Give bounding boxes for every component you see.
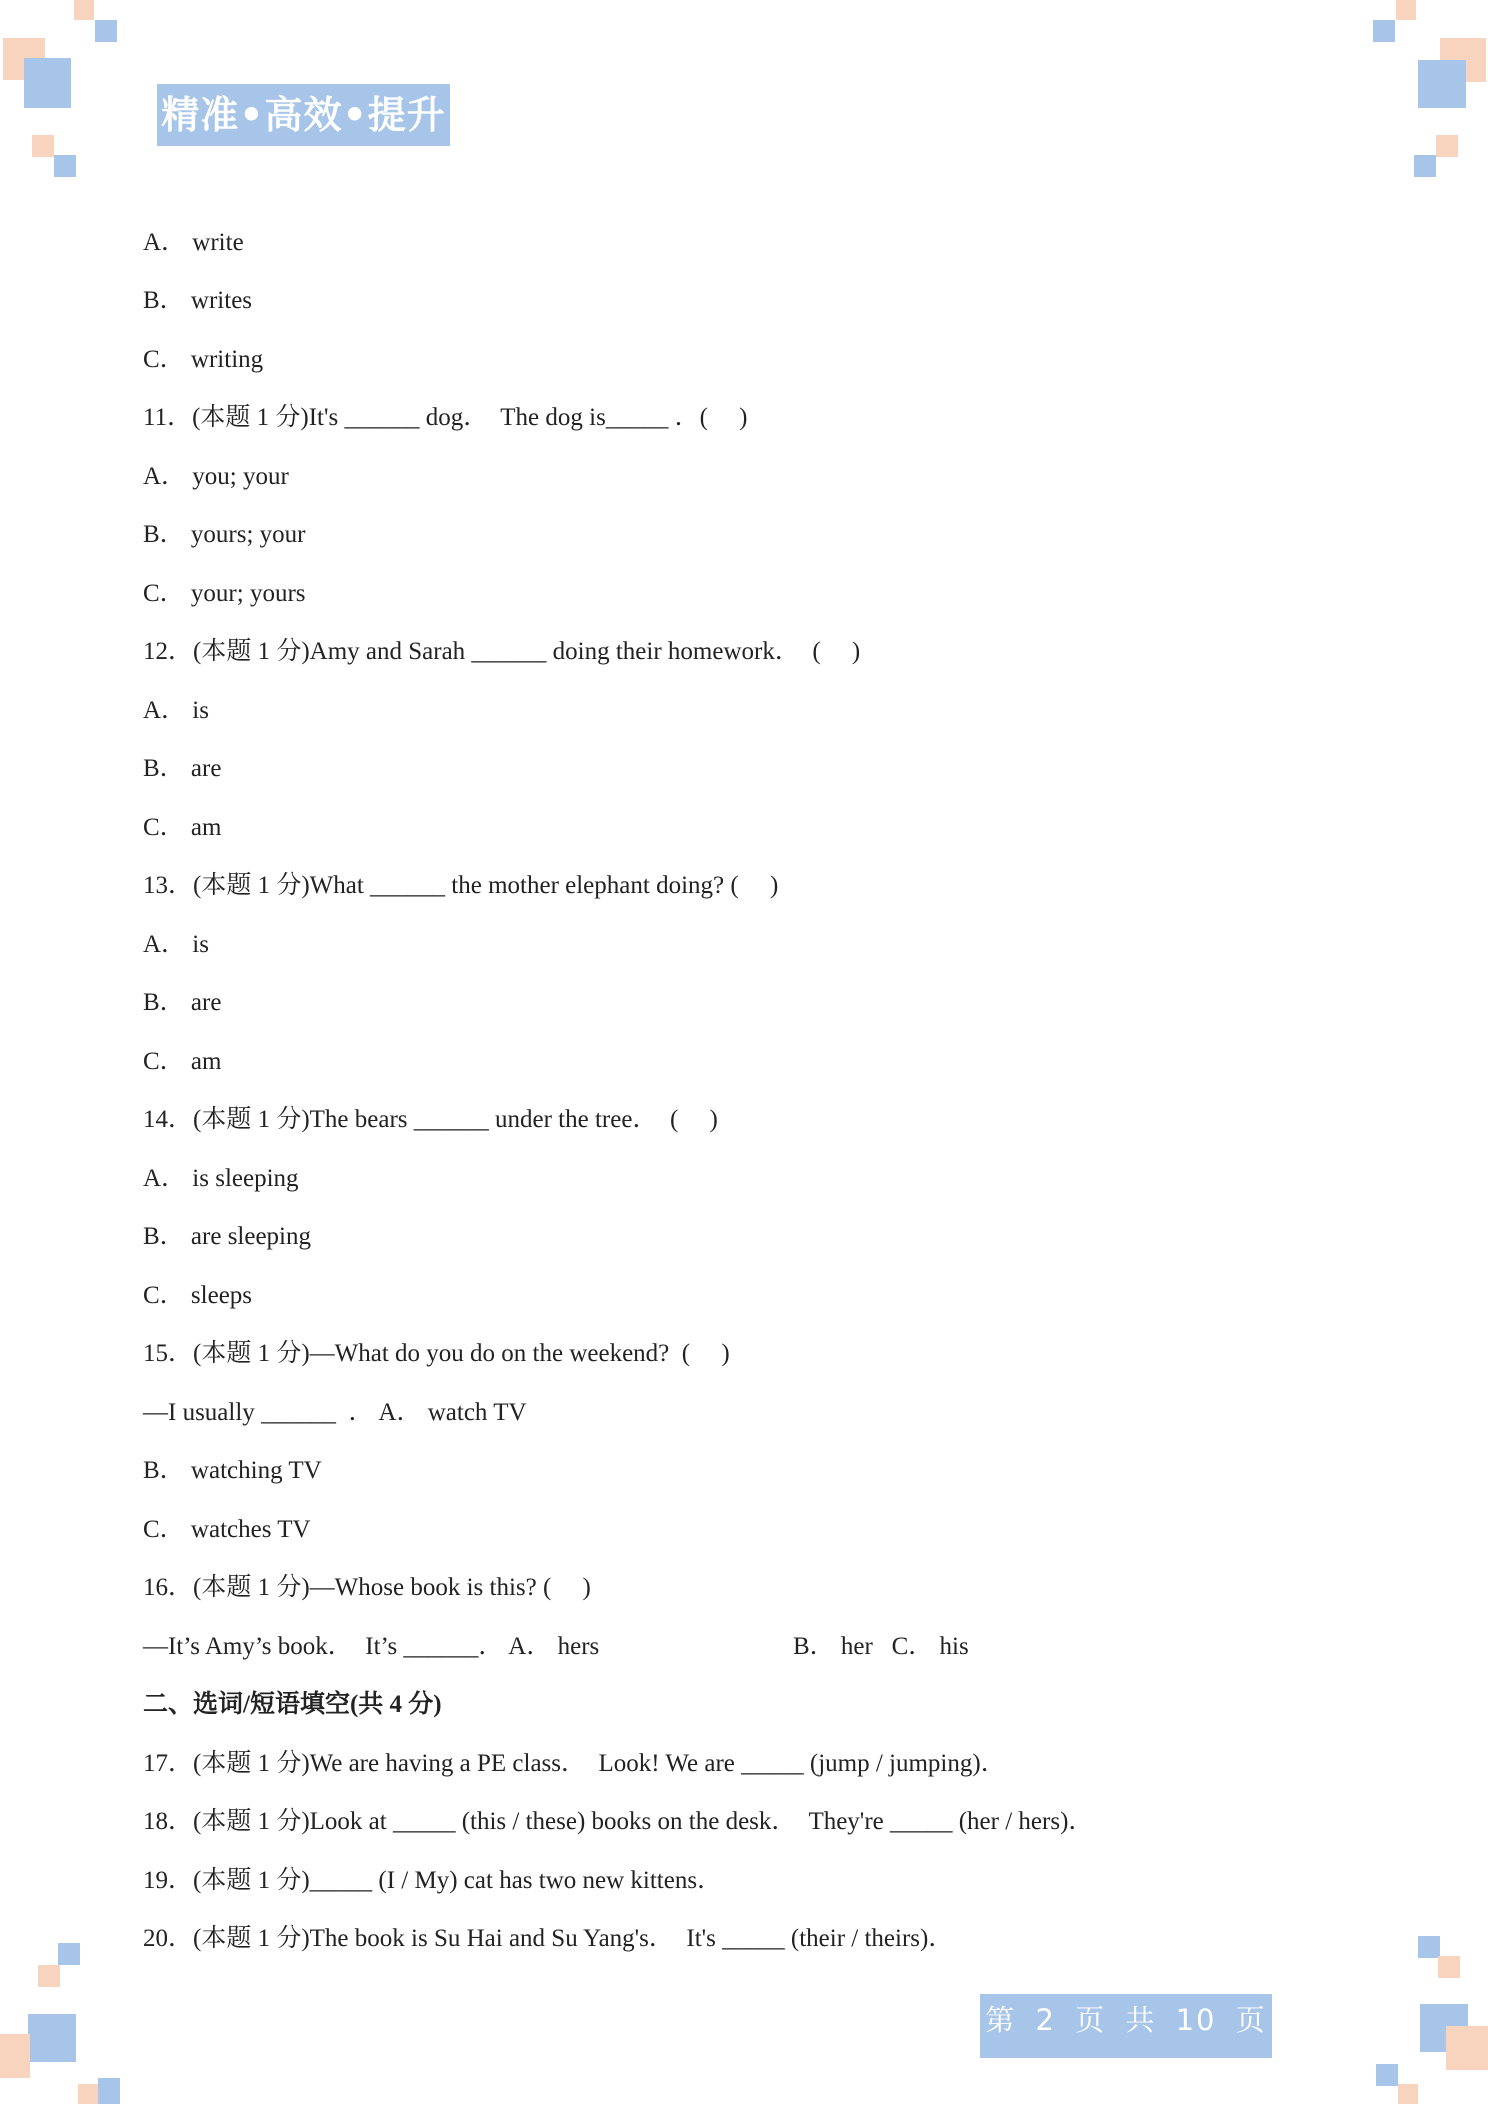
header-banner: 精准•高效•提升 (157, 84, 450, 146)
option-line: C． sleeps (143, 1282, 253, 1309)
option-line: B． are (143, 989, 222, 1016)
page-number-footer: 第 2 页 共 10 页 (980, 1994, 1272, 2058)
option-line: A． write (143, 229, 244, 256)
question-16-answer-line: —It’s Amy’s book． It’s ______． A． hers B． her C． his (143, 1633, 969, 1660)
option-line: C． writing (143, 346, 264, 373)
question-14: 14．(本题 1 分)The bears ______ under the tree． ( ) (143, 1106, 718, 1133)
option-line: A． is (143, 931, 209, 958)
question-20: 20．(本题 1 分)The book is Su Hai and Su Yang's． It's _____ (their / theirs)． (143, 1925, 954, 1952)
option-line: B． are (143, 755, 222, 782)
question-15-answer-line: —I usually ______ ． A． watch TV (143, 1399, 527, 1426)
question-18: 18．(本题 1 分)Look at _____ (this / these) books on the desk． They're _____ (her / hers)． (143, 1808, 1094, 1835)
option-line: C． watches TV (143, 1516, 311, 1543)
question-11: 11．(本题 1 分)It's ______ dog． The dog is_____ ．( ) (143, 404, 748, 431)
option-line: B． watching TV (143, 1457, 322, 1484)
option-line: C． am (143, 814, 222, 841)
option-line: C． am (143, 1048, 222, 1075)
question-12: 12．(本题 1 分)Amy and Sarah ______ doing their homework． ( ) (143, 638, 861, 665)
question-16: 16．(本题 1 分)—Whose book is this? ( ) (143, 1574, 591, 1601)
option-line: B． yours; your (143, 521, 306, 548)
option-line: A． is (143, 697, 209, 724)
option-line: C． your; yours (143, 580, 306, 607)
option-line: B． writes (143, 287, 253, 314)
question-13: 13．(本题 1 分)What ______ the mother elephant doing? ( ) (143, 872, 779, 899)
section-title: 二、选词/短语填空(共 4 分) (143, 1691, 442, 1718)
option-line: B． are sleeping (143, 1223, 312, 1250)
option-line: A． is sleeping (143, 1165, 299, 1192)
question-15: 15．(本题 1 分)—What do you do on the weekend? ( ) (143, 1340, 730, 1367)
option-line: A． you; your (143, 463, 289, 490)
question-19: 19．(本题 1 分)_____ (I / My) cat has two new kittens． (143, 1867, 723, 1894)
question-17: 17．(本题 1 分)We are having a PE class． Look! We are _____ (jump / jumping)． (143, 1750, 1006, 1777)
